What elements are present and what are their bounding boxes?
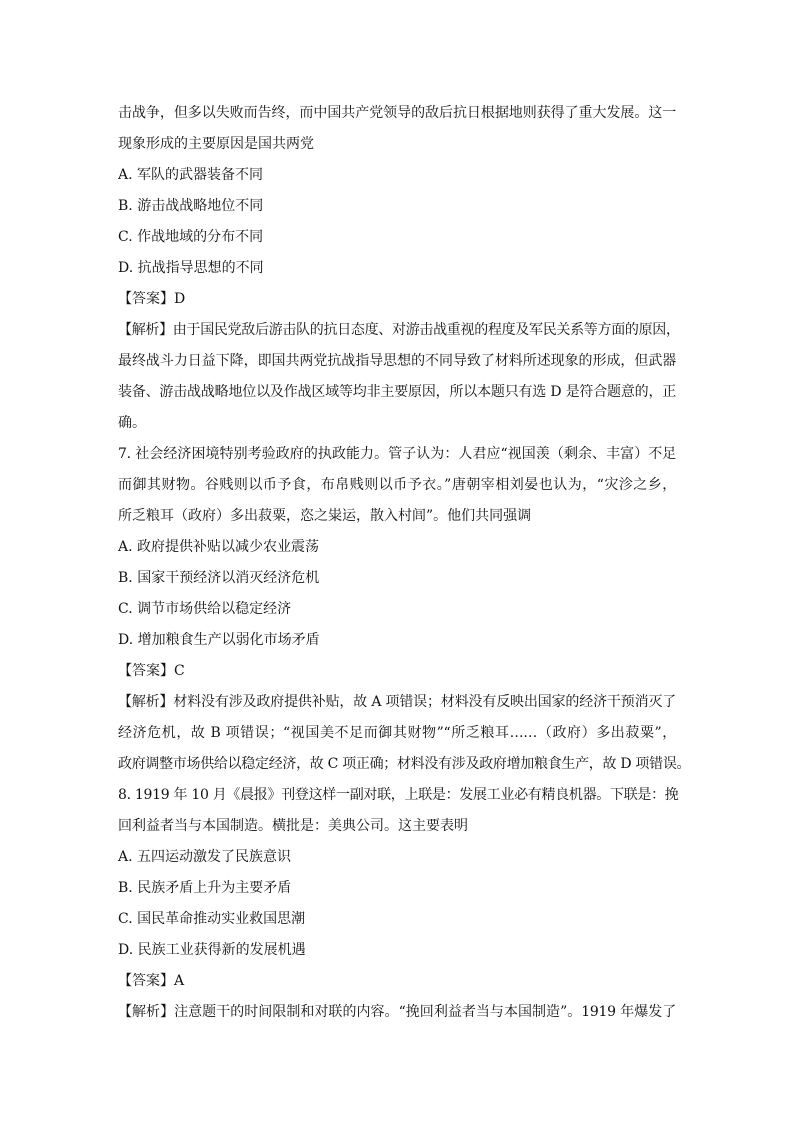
q8-answer: 【答案】A	[118, 973, 185, 989]
q6-analysis-line-1: 【解析】由于国民党敌后游击队的抗日态度、对游击战重视的程度及军民关系等方面的原因，	[118, 322, 680, 338]
q8-option-b: B. 民族矛盾上升为主要矛盾	[118, 880, 292, 896]
q6-analysis-line-2: 最终战斗力日益下降，即国共两党抗战指导思想的不同导致了材料所述现象的形成，但武器	[118, 353, 676, 369]
q6-stem-line-2: 现象形成的主要原因是国共两党	[118, 136, 314, 152]
q8-option-c: C. 国民革命推动实业救国思潮	[118, 911, 306, 927]
q7-stem-line-3: 所乏粮耳（政府）多出菽粟，恣之粜运，散入村闾”。他们共同强调	[118, 508, 532, 524]
q7-option-b: B. 国家干预经济以消灭经济危机	[118, 570, 320, 586]
q6-option-a: A. 军队的武器装备不同	[118, 167, 264, 183]
q6-option-d: D. 抗战指导思想的不同	[118, 260, 264, 276]
q6-answer: 【答案】D	[118, 291, 186, 307]
q7-stem-line-1: 7. 社会经济困境特别考验政府的执政能力。管子认为：人君应“视国羡（剩余、丰富）不足	[118, 446, 676, 462]
q8-option-d: D. 民族工业获得新的发展机遇	[118, 942, 306, 958]
q8-analysis-line-1: 【解析】注意题干的时间限制和对联的内容。“挽回利益者当与本国制造”。1919 年爆发了	[118, 1004, 676, 1020]
q7-analysis-line-3: 政府调整市场供给以稳定经济，故 C 项正确；材料没有涉及政府增加粮食生产，故 D 项错误。	[118, 756, 691, 772]
q7-stem-line-2: 而御其财物。谷贱则以币予食，布帛贱则以币予衣。”唐朝宰相刘晏也认为，“灾沴之乡，	[118, 477, 676, 493]
q6-option-b: B. 游击战战略地位不同	[118, 198, 264, 214]
q7-option-c: C. 调节市场供给以稳定经济	[118, 601, 292, 617]
q7-option-a: A. 政府提供补贴以减少农业震荡	[118, 539, 320, 555]
q6-analysis-line-4: 确。	[118, 415, 146, 431]
document-page	[118, 98, 691, 1028]
q6-stem-line-1: 击战争，但多以失败而告终，而中国共产党领导的敌后抗日根据地则获得了重大发展。这一	[118, 105, 676, 121]
q6-analysis-line-3: 装备、游击战战略地位以及作战区域等均非主要原因，所以本题只有选 D 是符合题意的，正	[118, 384, 676, 400]
q8-option-a: A. 五四运动激发了民族意识	[118, 849, 292, 865]
q8-stem-line-2: 回利益者当与本国制造。横批是：美典公司。这主要表明	[118, 818, 468, 834]
q7-answer: 【答案】C	[118, 663, 185, 679]
q7-analysis-line-2: 经济危机，故 B 项错误；“视国美不足而御其财物”“所乏粮耳……（政府）多出菽粟”，	[118, 725, 676, 741]
q6-option-c: C. 作战地域的分布不同	[118, 229, 264, 245]
q7-analysis-line-1: 【解析】材料没有涉及政府提供补贴，故 A 项错误；材料没有反映出国家的经济干预消灭了	[118, 694, 676, 710]
q7-option-d: D. 增加粮食生产以弱化市场矛盾	[118, 632, 320, 648]
q8-stem-line-1: 8. 1919 年 10 月《晨报》刊登这样一副对联，上联是：发展工业必有精良机器。下联是：挽	[118, 787, 679, 803]
